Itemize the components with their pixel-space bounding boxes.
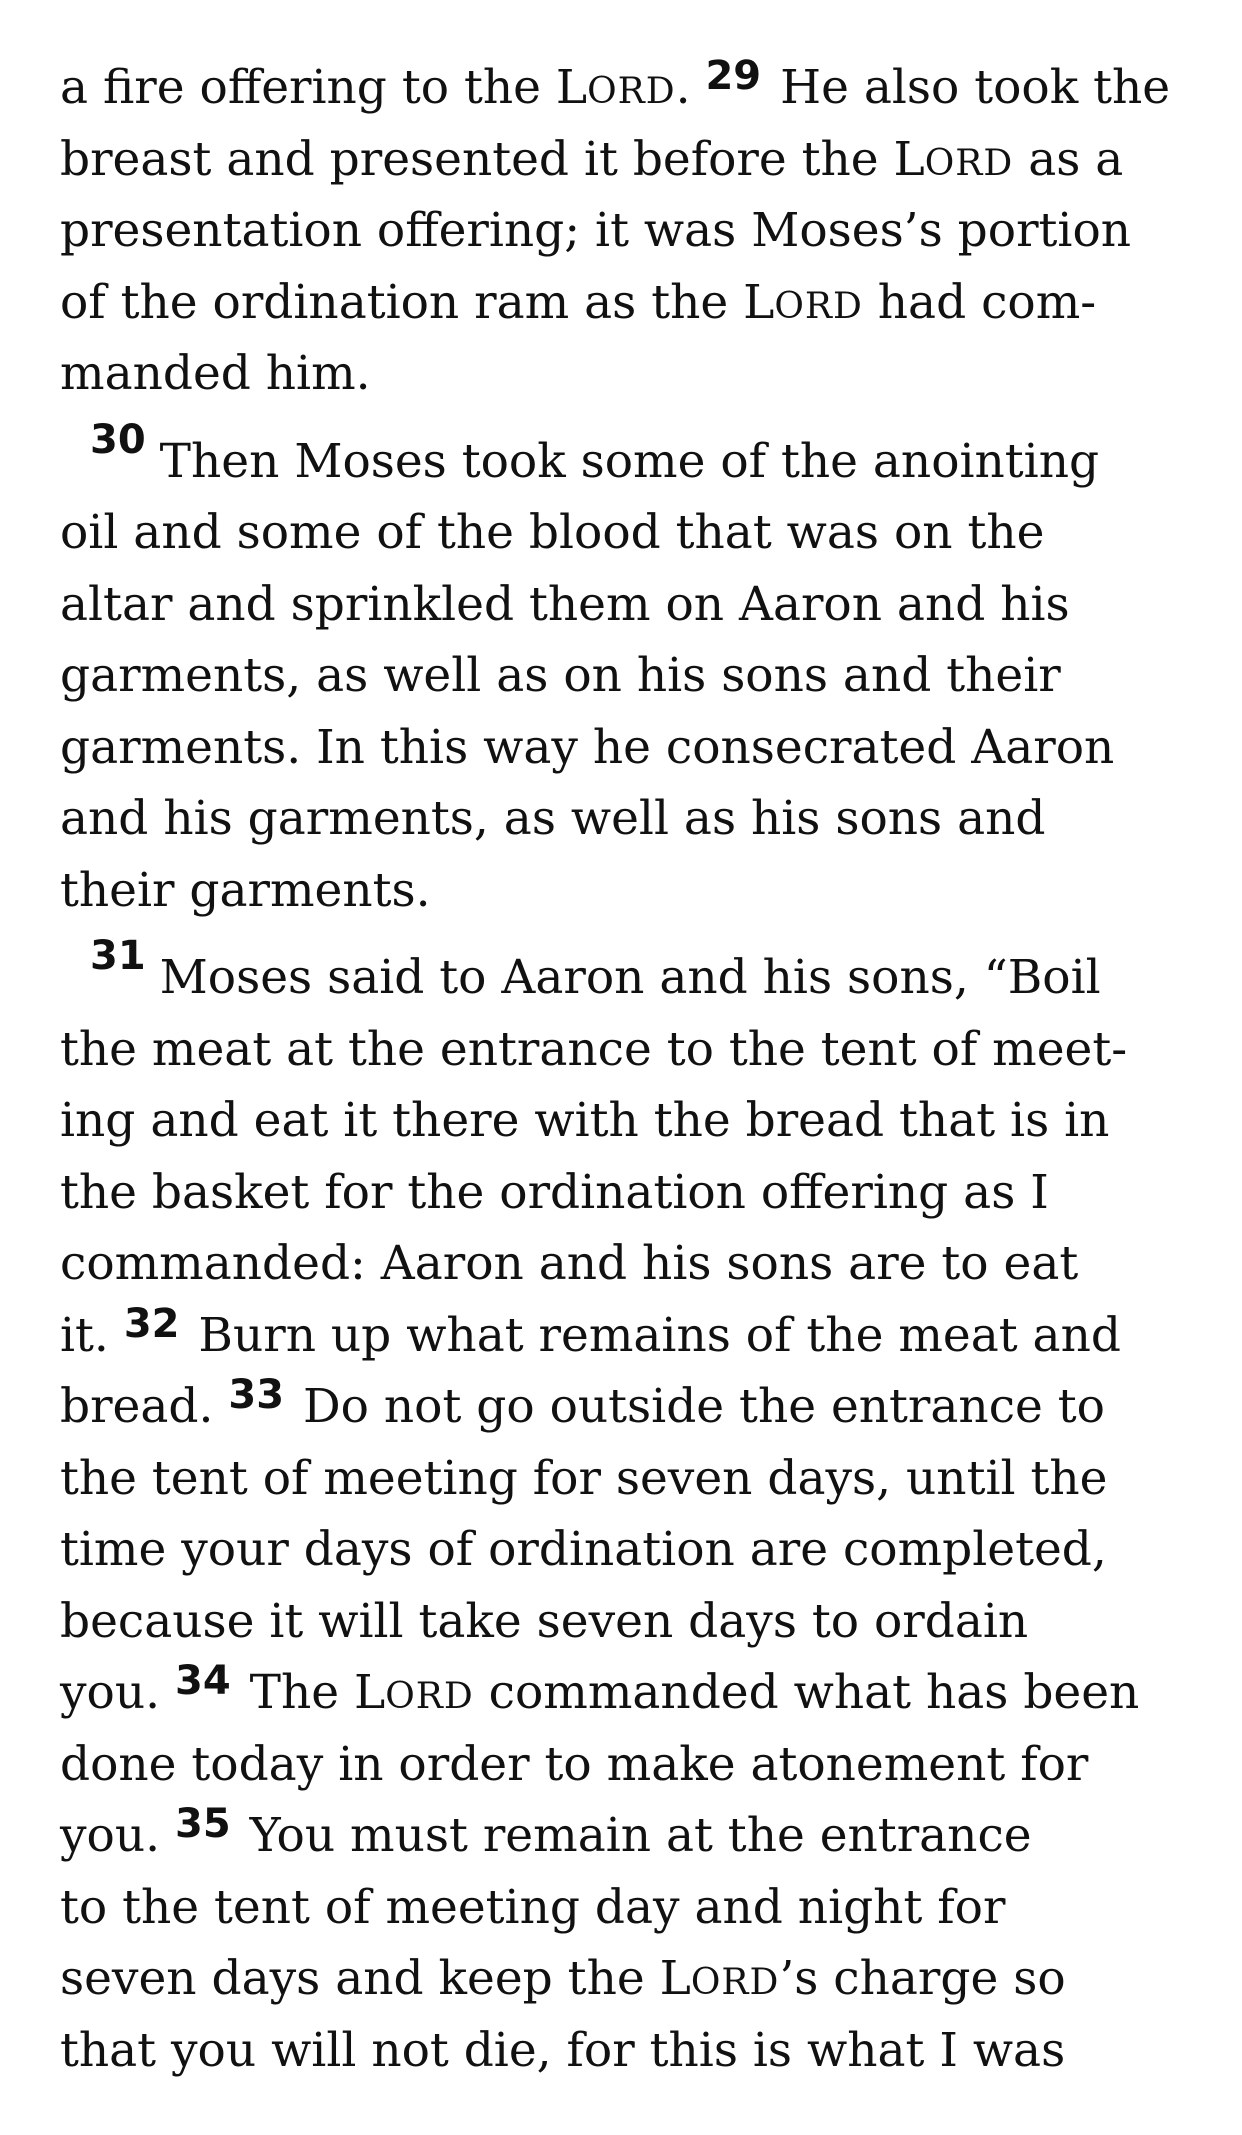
text-line: garments. In this way he consecrated Aaron	[60, 719, 1115, 775]
scripture-text	[60, 52, 1200, 2086]
text-line: altar and sprinkled them on Aaron and his	[60, 576, 1070, 632]
verse-number[interactable]: 33	[228, 1372, 285, 1418]
text-line: a fire offering to the LORD. 29 He also took the	[60, 53, 1171, 115]
text-line: time your days of ordination are completed,	[60, 1522, 1107, 1577]
text-line: the basket for the ordination offering as I	[60, 1164, 1049, 1220]
text-line: their garments.	[60, 862, 431, 918]
verse-number[interactable]: 31	[90, 933, 146, 979]
text-line: oil and some of the blood that was on the	[60, 505, 1045, 560]
text-line: 31 Moses said to Aaron and his sons, “Boil	[90, 933, 1101, 1005]
text-line: to the tent of meeting day and night for	[60, 1879, 1006, 1935]
verse-number[interactable]: 34	[175, 1658, 231, 1704]
verse-number[interactable]: 35	[175, 1801, 231, 1847]
text-line: and his garments, as well as his sons and	[60, 791, 1046, 846]
text-line: you. 35 You must remain at the entrance	[60, 1801, 1032, 1863]
text-line: seven days and keep the LORD’s charge so	[60, 1951, 1066, 2006]
text-line: commanded: Aaron and his sons are to eat	[60, 1236, 1079, 1291]
text-line: that you will not die, for this is what I was	[60, 2022, 1066, 2078]
text-line: the meat at the entrance to the tent of meet-	[60, 1021, 1128, 1077]
verse-number[interactable]: 32	[123, 1300, 180, 1347]
divine-name: LORD	[555, 60, 676, 115]
text-line: 30 Then Moses took some of the anointing	[90, 416, 1100, 489]
text-line: garments, as well as on his sons and their	[60, 648, 1061, 703]
verse-number[interactable]: 30	[90, 416, 146, 463]
verse-number[interactable]: 29	[705, 53, 762, 99]
text-line: ing and eat it there with the bread that is in	[60, 1093, 1110, 1148]
divine-name: LORD	[743, 274, 863, 330]
text-line: you. 34 The LORD commanded what has been	[60, 1658, 1140, 1720]
text-line: done today in order to make atonement for	[60, 1736, 1089, 1792]
divine-name: LORD	[893, 131, 1014, 187]
divine-name: LORD	[659, 1951, 780, 2006]
text-line: bread. 33 Do not go outside the entrance to	[60, 1372, 1105, 1434]
text-line: it. 32 Burn up what remains of the meat and	[60, 1300, 1121, 1363]
text-line: breast and presented it before the LORD as a	[60, 131, 1124, 187]
text-line: manded him.	[60, 346, 371, 401]
text-line: of the ordination ram as the LORD had com-	[60, 274, 1097, 330]
text-line: the tent of meeting for seven days, until the	[60, 1450, 1108, 1506]
divine-name: LORD	[354, 1665, 474, 1720]
text-line: presentation offering; it was Moses’s portion	[60, 203, 1132, 258]
text-line: because it will take seven days to ordain	[60, 1593, 1029, 1649]
